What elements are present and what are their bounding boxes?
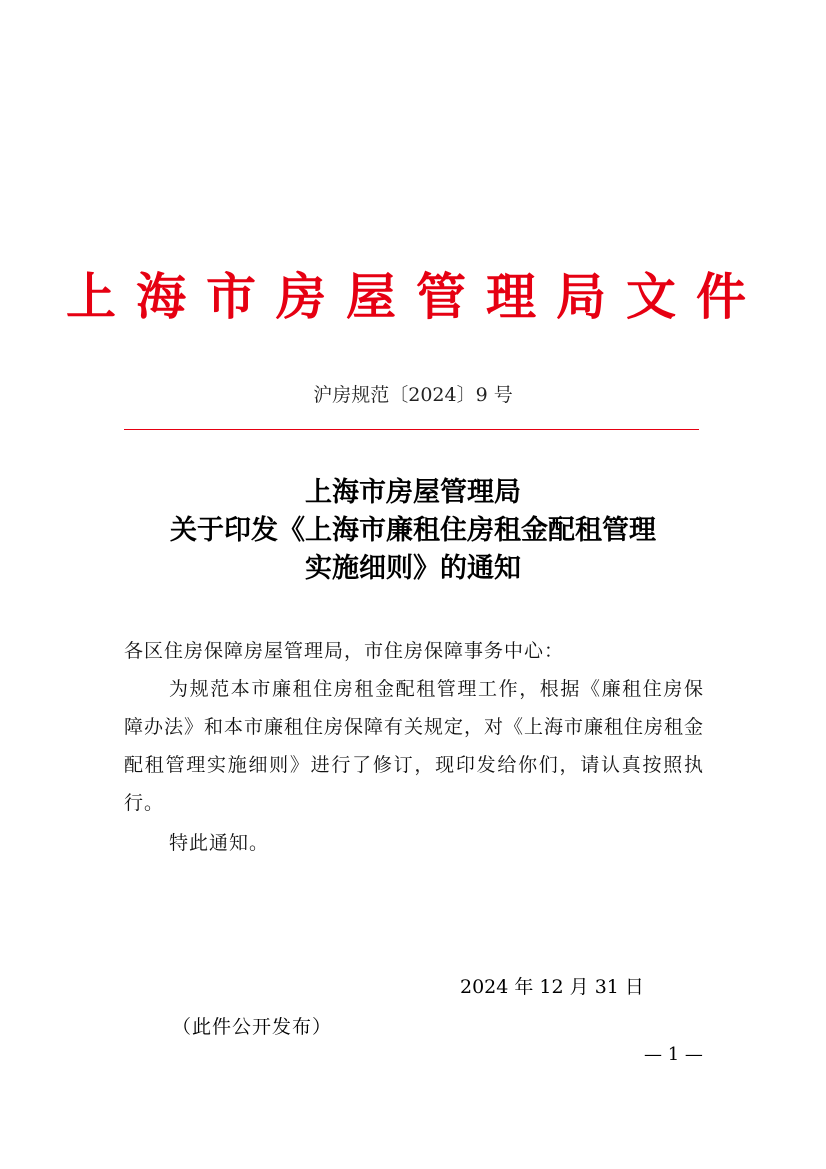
notice-title-line-2: 关于印发《上海市廉租住房租金配租管理 xyxy=(170,515,656,546)
document-header-title: 上海市房屋管理局文件 xyxy=(66,267,766,326)
salutation: 各区住房保障房屋管理局，市住房保障事务中心： xyxy=(124,640,565,662)
closing-text: 特此通知。 xyxy=(169,832,270,854)
document-number: 沪房规范〔2024〕9 号 xyxy=(313,384,513,406)
notice-title-line-1: 上海市房屋管理局 xyxy=(305,477,521,508)
notice-title xyxy=(0,474,826,588)
issue-date: 2024 年 12 月 31 日 xyxy=(460,976,644,998)
publish-note: （此件公开发布） xyxy=(172,1016,333,1038)
notice-title-line-3: 实施细则》的通知 xyxy=(305,553,521,584)
red-divider-line xyxy=(124,429,699,430)
page-number: — 1 — xyxy=(644,1044,703,1065)
body-paragraph: 为规范本市廉租住房租金配租管理工作，根据《廉租住房保障办法》和本市廉租住房保障有关规定，对《上海市廉租住房租金配租管理实施细则》进行了修订，现印发给你们，请认真按照执行。 xyxy=(124,678,705,814)
